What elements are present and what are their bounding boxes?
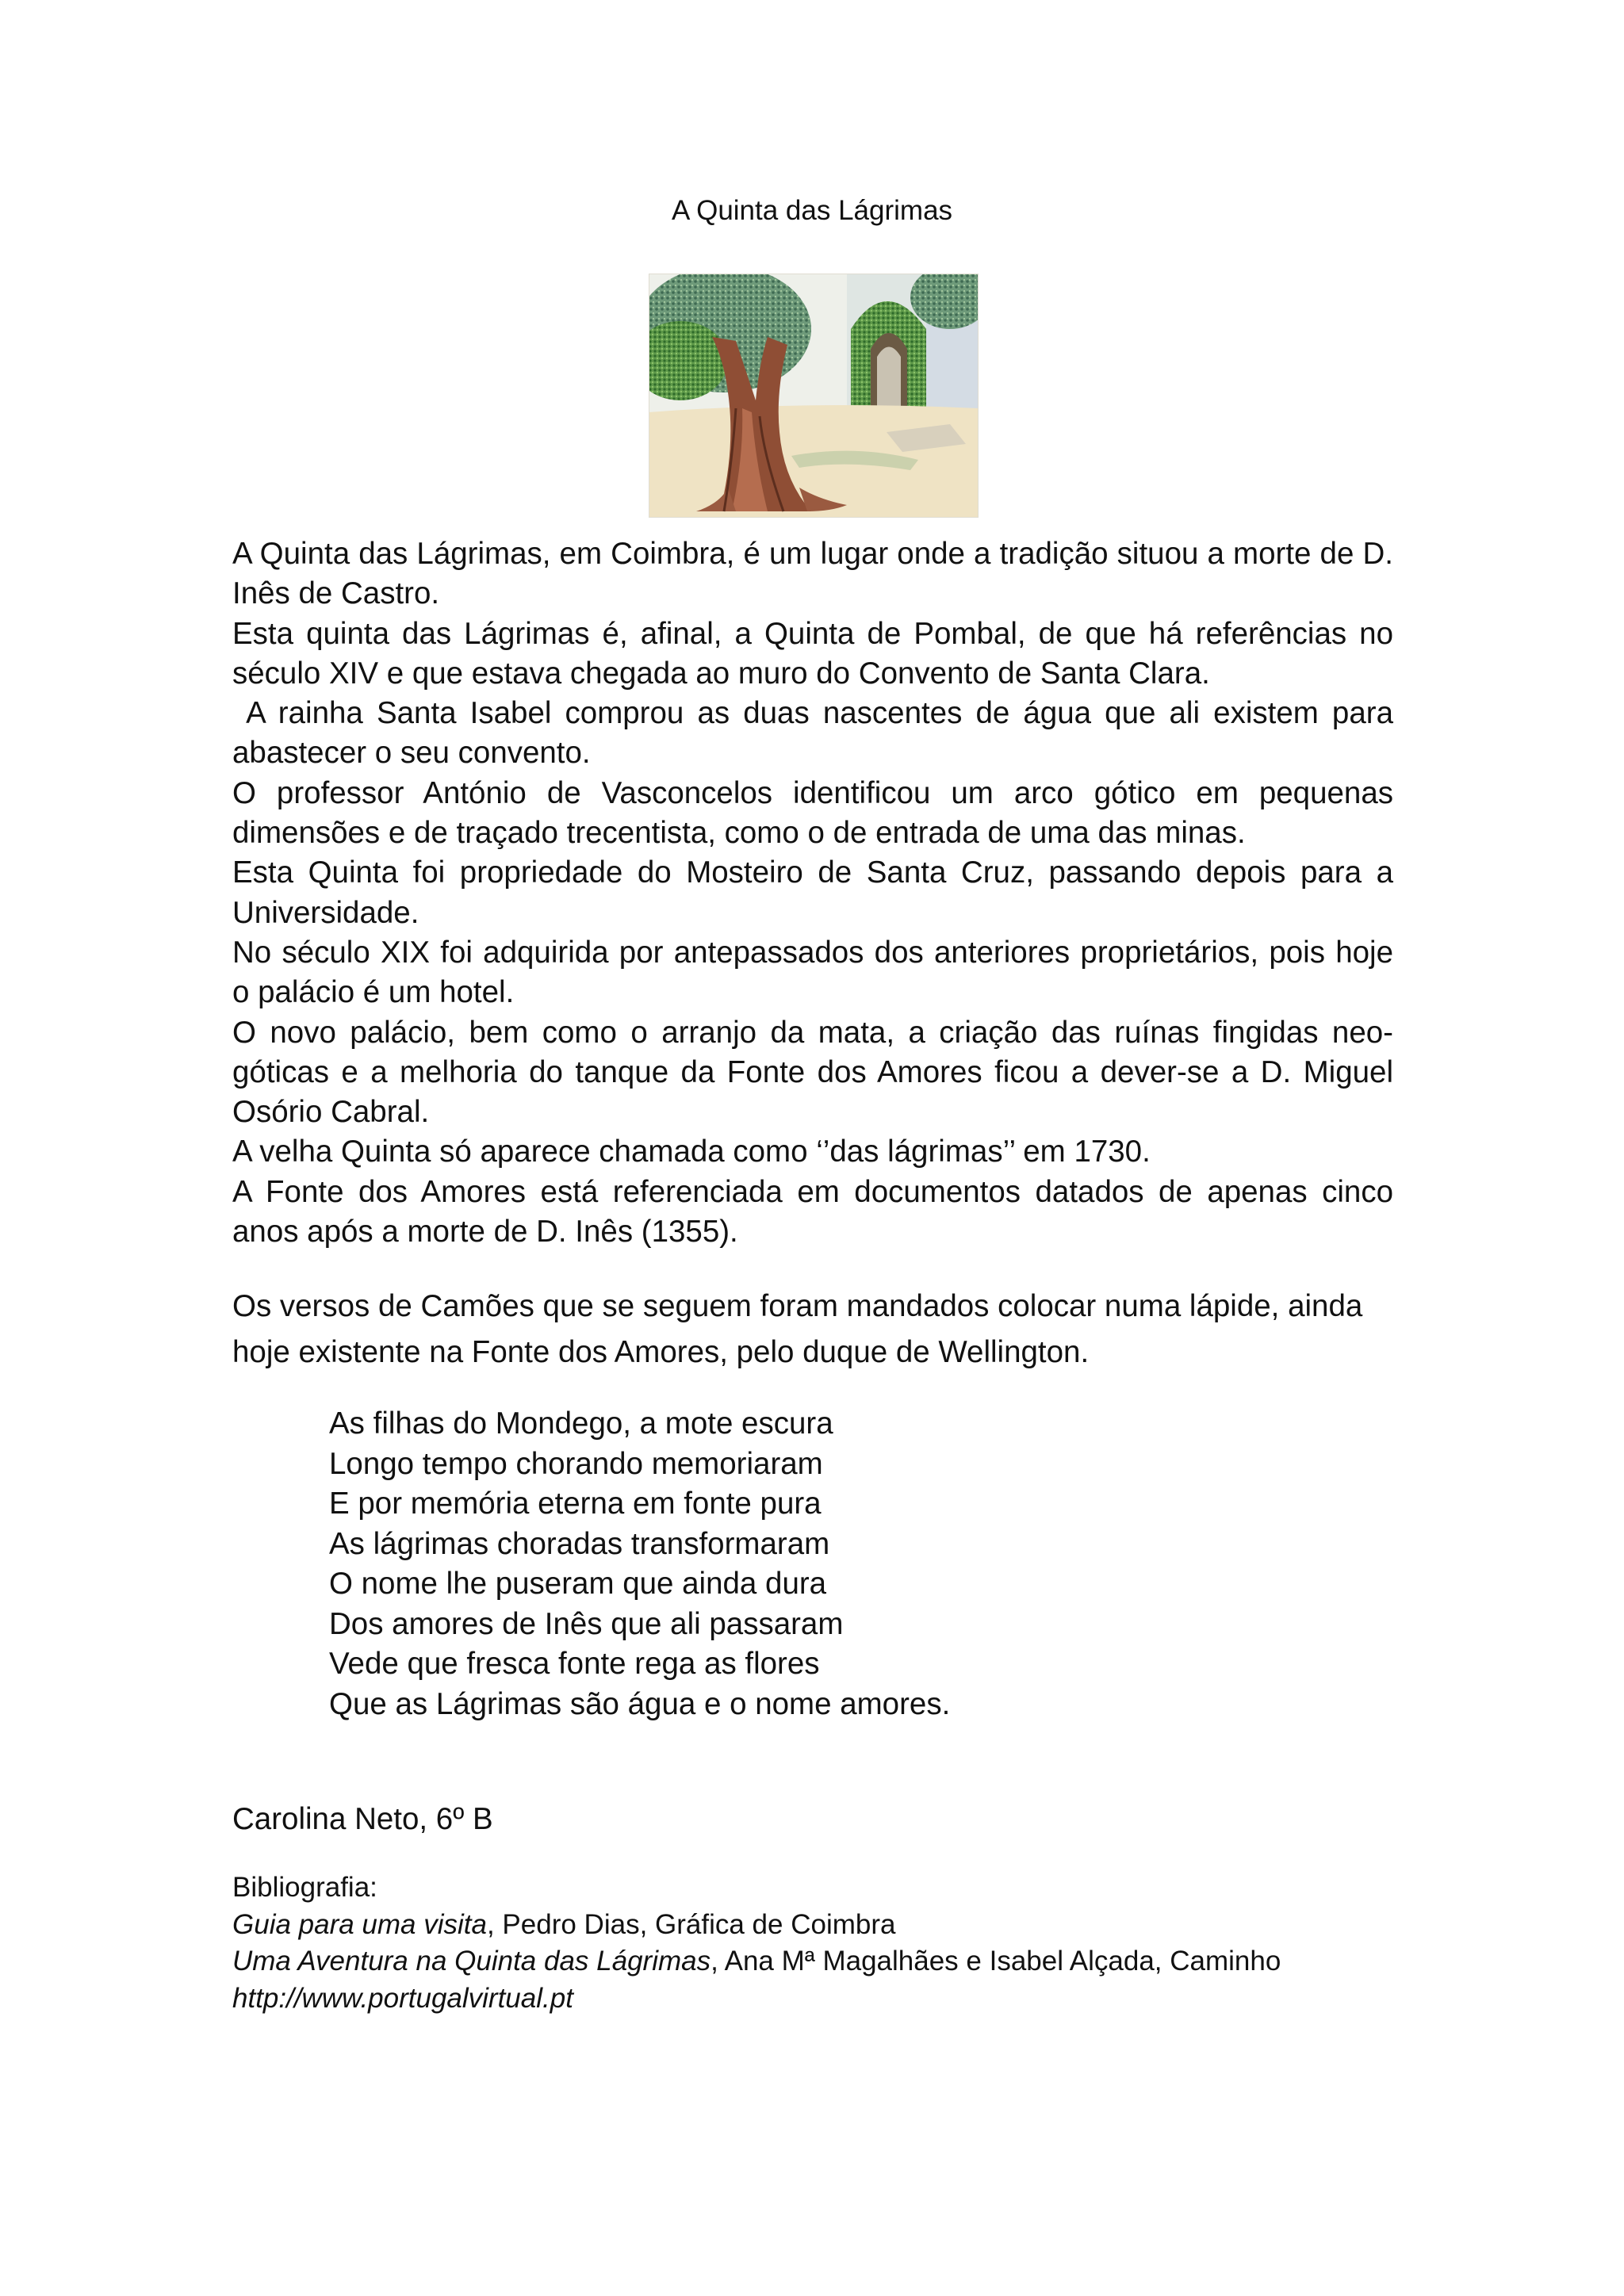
page-title: A Quinta das Lágrimas bbox=[671, 195, 953, 226]
website-link[interactable]: http://www.portugalvirtual.pt bbox=[232, 1982, 573, 2014]
bibliography-heading: Bibliografia: bbox=[232, 1872, 377, 1903]
book-title: Uma Aventura na Quinta das Lágrimas bbox=[232, 1946, 711, 1976]
camoes-poem bbox=[329, 1404, 950, 1724]
poem-line: Longo tempo chorando memoriaram bbox=[329, 1446, 823, 1481]
history-text bbox=[232, 534, 1402, 1252]
paragraph: A rainha Santa Isabel comprou as duas nascentes de água que ali existem para abastecer o seu convento. bbox=[232, 696, 1402, 771]
paragraph: No século XIX foi adquirida por antepassados dos anteriores proprietários, pois hoje o palácio é um hotel. bbox=[232, 935, 1393, 1010]
book-details: , Pedro Dias, Gráfica de Coimbra bbox=[486, 1908, 896, 1940]
author-signature: Carolina Neto, 6º B bbox=[232, 1802, 493, 1836]
tree-and-gothic-arch-drawing bbox=[649, 274, 979, 518]
poem-line: Que as Lágrimas são água e o nome amores. bbox=[329, 1686, 951, 1721]
paragraph: A velha Quinta só aparece chamada como ‘’das lágrimas’’ em 1730. bbox=[232, 1135, 1151, 1169]
book-details: , Ana Mª Magalhães e Isabel Alçada, Caminho bbox=[710, 1946, 1281, 1976]
poem-line: As filhas do Mondego, a mote escura bbox=[329, 1406, 833, 1441]
paragraph: A Quinta das Lágrimas, em Coimbra, é um lugar onde a tradição situou a morte de D. Inês de Castro. bbox=[232, 537, 1393, 611]
poem-line: As lágrimas choradas transformaram bbox=[329, 1526, 830, 1561]
paragraph: O novo palácio, bem como o arranjo da mata, a criação das ruínas fingidas neo-góticas e a melhoria do tanque da Fonte dos Amores ficou a dever-se a D. Miguel Osório Cabral. bbox=[232, 1015, 1393, 1130]
wellington-paragraph bbox=[232, 1284, 1393, 1376]
bibliography-entry bbox=[232, 1943, 1281, 1980]
paragraph: O professor António de Vasconcelos identificou um arco gótico em pequenas dimensões e de traçado trecentista, como o de entrada de uma das minas. bbox=[232, 775, 1393, 851]
paragraph: Os versos de Camões que se seguem foram mandados colocar numa lápide, ainda hoje existente na Fonte dos Amores, pelo duque de Wellington. bbox=[232, 1289, 1363, 1369]
bibliography-entry bbox=[232, 1907, 1281, 1944]
paragraph: Esta Quinta foi propriedade do Mosteiro de Santa Cruz, passando depois para a Universidade. bbox=[232, 855, 1393, 930]
poem-line: Vede que fresca fonte rega as flores bbox=[329, 1647, 820, 1681]
poem-line: E por memória eterna em fonte pura bbox=[329, 1487, 822, 1521]
paragraph: Esta quinta das Lágrimas é, afinal, a Quinta de Pombal, de que há referências no século XIV e que estava chegada ao muro do Convento de Santa Clara. bbox=[232, 616, 1393, 691]
book-title: Guia para uma visita bbox=[232, 1908, 487, 1940]
bibliography-entry bbox=[232, 1980, 1281, 2018]
poem-line: O nome lhe puseram que ainda dura bbox=[329, 1567, 827, 1601]
poem-line: Dos amores de Inês que ali passaram bbox=[329, 1606, 844, 1641]
paragraph: A Fonte dos Amores está referenciada em documentos datados de apenas cinco anos após a morte de D. Inês (1355). bbox=[232, 1174, 1393, 1249]
bibliography bbox=[232, 1869, 1281, 2017]
